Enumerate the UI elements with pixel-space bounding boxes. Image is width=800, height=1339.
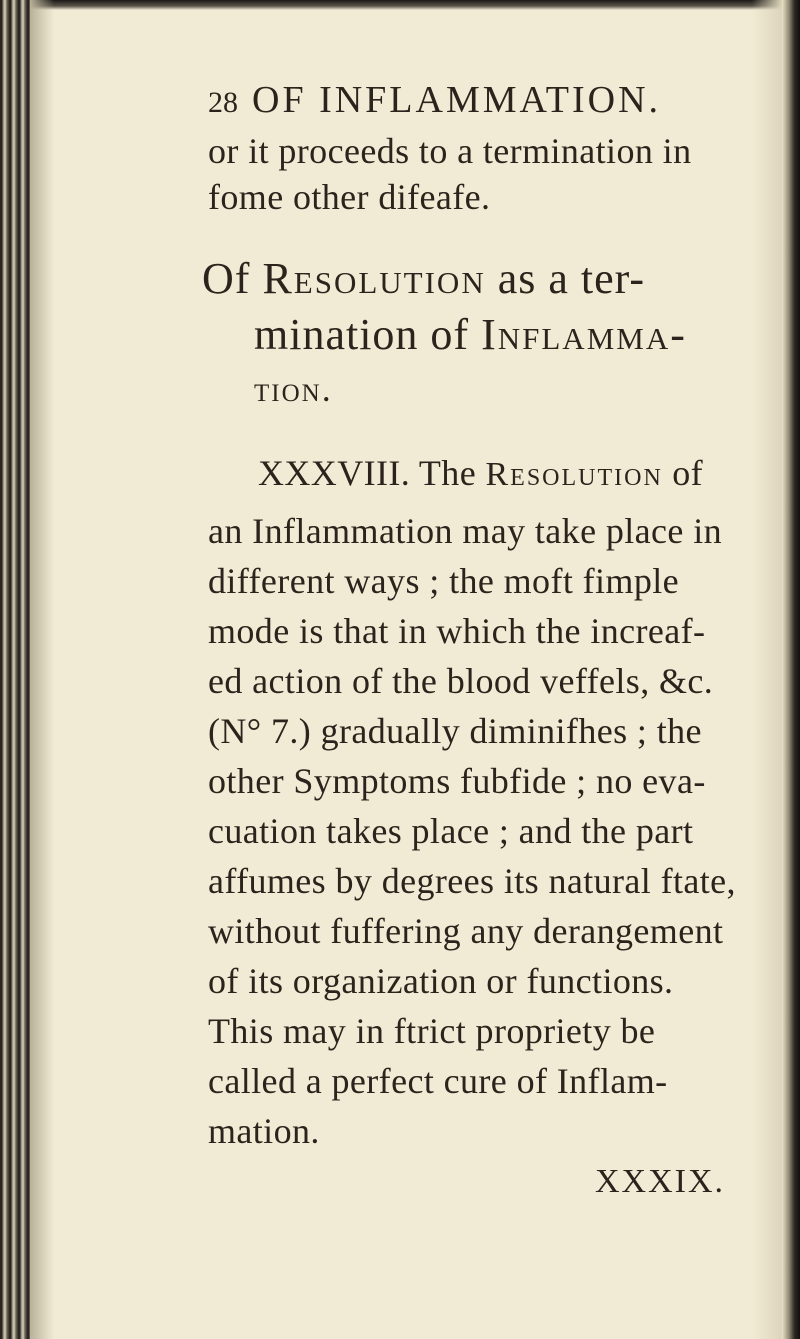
catchword: XXXIX. xyxy=(595,1163,726,1200)
running-header xyxy=(208,78,661,122)
paragraph-line-first: XXXVIII. The Resolution of xyxy=(258,453,704,493)
page-right-edge xyxy=(782,0,800,1339)
paragraph-line: called a perfect cure of Inflam- xyxy=(208,1061,668,1101)
paragraph-line: an Inflammation may take place in xyxy=(208,511,723,551)
gutter-shadow xyxy=(30,0,54,1339)
paragraph-line: mode is that in which the increaf- xyxy=(208,611,706,651)
paragraph-line: affumes by degrees its natural ftate, xyxy=(208,861,736,901)
paragraph-line: mation. xyxy=(208,1111,320,1151)
page-top-edge xyxy=(0,0,800,10)
intro-line-2: fome other difeafe. xyxy=(208,177,491,217)
book-gutter xyxy=(0,0,30,1339)
paragraph-line: (N° 7.) gradually diminifhes ; the xyxy=(208,711,702,751)
paragraph-line: This may in ftrict propriety be xyxy=(208,1011,656,1051)
page-number: 28 xyxy=(208,86,238,119)
section-heading-line-1: Of Resolution as a ter- xyxy=(202,254,646,303)
running-title: OF INFLAMMATION. xyxy=(252,79,662,121)
intro-line-1: or it proceeds to a termination in xyxy=(208,131,692,171)
paragraph-line: different ways ; the moft fimple xyxy=(208,561,680,601)
section-heading-line-2: mination of Inflamma- xyxy=(254,310,687,359)
paragraph-line: without fuffering any derangement xyxy=(208,911,724,951)
paragraph-line: cuation takes place ; and the part xyxy=(208,811,694,851)
paragraph-line: ed action of the blood veffels, &c. xyxy=(208,661,714,701)
paragraph-line: of its organization or functions. xyxy=(208,961,674,1001)
section-heading-line-3: tion. xyxy=(254,369,333,409)
paragraph-line: other Symptoms fubfide ; no eva- xyxy=(208,761,706,801)
paragraph-number: XXXVIII. xyxy=(258,453,411,493)
right-page-shadow xyxy=(752,0,782,1339)
